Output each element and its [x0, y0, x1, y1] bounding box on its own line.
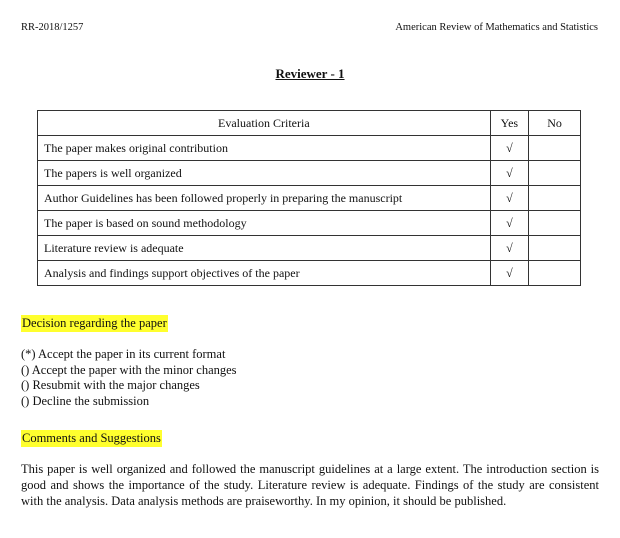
table-row	[38, 261, 581, 286]
yes-check: √	[490, 136, 528, 161]
option-accept-current: (*) Accept the paper in its current format	[21, 347, 226, 361]
no-cell	[529, 186, 581, 211]
option-resubmit-major: () Resubmit with the major changes	[21, 378, 200, 392]
reference-number: RR-2018/1257	[21, 22, 84, 33]
column-header-criteria: Evaluation Criteria	[38, 111, 491, 136]
no-cell	[529, 136, 581, 161]
table-row	[38, 236, 581, 261]
option-decline: () Decline the submission	[21, 393, 150, 408]
criterion-cell: Author Guidelines has been followed properly in preparing the manuscript	[38, 186, 491, 211]
yes-check: √	[490, 211, 528, 236]
yes-check: √	[490, 261, 528, 286]
criterion-cell: The papers is well organized	[38, 161, 491, 186]
column-header-yes: Yes	[490, 111, 528, 136]
decision-options	[21, 347, 237, 409]
option-accept-minor: () Accept the paper with the minor changes	[21, 362, 237, 377]
comments-heading-text: Comments and Suggestions	[22, 431, 161, 445]
criterion-cell: The paper is based on sound methodology	[38, 211, 491, 236]
criterion-cell: Analysis and findings support objectives of the paper	[38, 261, 491, 286]
table-row	[38, 161, 581, 186]
no-cell	[529, 161, 581, 186]
journal-name: American Review of Mathematics and Statistics	[395, 22, 598, 33]
comments-heading	[21, 431, 162, 446]
table-row	[38, 186, 581, 211]
criterion-cell: Literature review is adequate	[38, 236, 491, 261]
no-cell	[529, 261, 581, 286]
table-header-row	[38, 111, 581, 136]
decision-heading	[21, 316, 168, 331]
yes-check: √	[490, 161, 528, 186]
no-cell	[529, 236, 581, 261]
column-header-no: No	[529, 111, 581, 136]
yes-check: √	[490, 236, 528, 261]
comments-body: This paper is well organized and followed the manuscript guidelines at a large extent. The introduction section is good and shows the importance of the study. Literature review is adequate. Findings of the study are consistent with the analysis. Data analysis methods are praiseworthy. In my opinion, it should be published.	[21, 462, 599, 508]
no-cell	[529, 211, 581, 236]
decision-heading-text: Decision regarding the paper	[22, 316, 167, 330]
criterion-cell: The paper makes original contribution	[38, 136, 491, 161]
page-title: Reviewer - 1	[275, 66, 345, 81]
table-row	[38, 136, 581, 161]
table-row	[38, 211, 581, 236]
yes-check: √	[490, 186, 528, 211]
evaluation-table	[37, 110, 581, 286]
